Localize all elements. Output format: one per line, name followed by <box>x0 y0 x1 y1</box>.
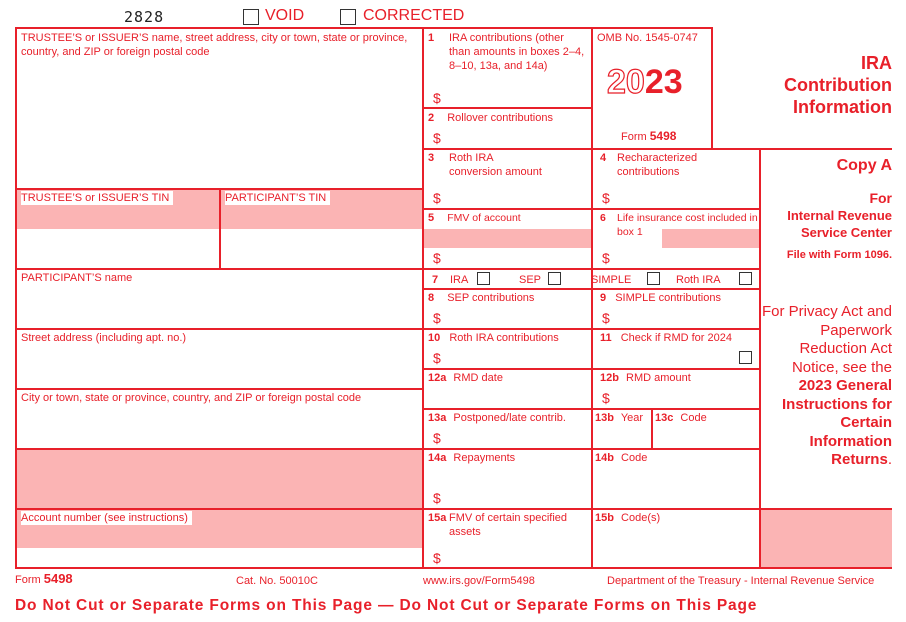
box10-text: Roth IRA contributions <box>449 332 559 344</box>
box13b-label <box>595 411 643 425</box>
street-label: Street address (including apt. no.) <box>21 332 187 344</box>
box6-label <box>600 211 758 239</box>
line <box>591 27 712 29</box>
box15a-text: FMV of certain specified assets <box>449 512 567 538</box>
box12b-dollar: $ <box>602 390 610 406</box>
line <box>15 508 423 510</box>
box15b-number: 15b <box>595 512 614 524</box>
line <box>422 408 760 410</box>
box7-simple-label: SIMPLE <box>591 274 632 286</box>
box7-number: 7 <box>432 274 439 286</box>
line <box>422 368 760 370</box>
box13b-number: 13b <box>595 412 614 424</box>
line <box>422 508 892 510</box>
box2-number: 2 <box>428 112 435 124</box>
box7-simple-checkbox[interactable] <box>647 272 660 285</box>
box12b-label <box>600 371 691 385</box>
box3-label <box>428 151 588 179</box>
box13c-label <box>655 411 707 425</box>
privacy-notice <box>760 303 892 470</box>
line <box>15 27 592 29</box>
tax-year <box>607 62 683 102</box>
box6-text: Life insurance cost included in box 1 <box>617 212 758 238</box>
box13a-text: Postponed/late contrib. <box>453 412 566 424</box>
box11-number: 11 <box>600 332 612 344</box>
box9-text: SIMPLE contributions <box>615 292 721 304</box>
box9-dollar: $ <box>602 310 610 326</box>
box5-dollar: $ <box>433 250 441 266</box>
footer-cat-no: Cat. No. 50010C <box>236 575 318 587</box>
line <box>422 328 760 330</box>
box12b-number: 12b <box>600 372 619 384</box>
box7-sep-checkbox[interactable] <box>548 272 561 285</box>
line <box>422 268 760 270</box>
box15a-number: 15a <box>428 512 447 524</box>
line <box>422 148 892 150</box>
box9-number: 9 <box>600 292 607 304</box>
omb-form-prefix: Form <box>621 131 647 143</box>
box13a-label <box>428 411 566 425</box>
form-code: 2828 <box>124 8 165 26</box>
box1-number: 1 <box>428 32 435 44</box>
box13c-number: 13c <box>655 412 674 424</box>
box12a-text: RMD date <box>453 372 503 384</box>
trustee-name-label: TRUSTEE’S or ISSUER’S name, street address, city or town, state or province, country, and ZIP or foreign postal code <box>21 32 408 58</box>
line <box>422 107 592 109</box>
shade-left-blank <box>15 448 422 508</box>
line <box>15 328 423 330</box>
box2-dollar: $ <box>433 130 441 146</box>
box14a-dollar: $ <box>433 490 441 506</box>
box7-sep-label: SEP <box>519 274 542 286</box>
shade-right-bottom <box>760 508 892 568</box>
privacy-period: . <box>887 451 892 468</box>
box1-text: IRA contributions (other than amounts in boxes 2–4, 8–10, 13a, and 14a) <box>449 32 585 72</box>
box2-text: Rollover contributions <box>447 112 553 124</box>
box5-text: FMV of account <box>447 212 521 224</box>
footer-form-number: 5498 <box>43 571 73 586</box>
year-suffix: 23 <box>644 63 683 101</box>
box4-number: 4 <box>600 152 607 164</box>
box10-number: 10 <box>428 332 441 344</box>
void-label: VOID <box>265 7 305 24</box>
box12a-number: 12a <box>428 372 447 384</box>
box4-label <box>600 151 750 179</box>
line <box>651 408 653 448</box>
participant-name-label: PARTICIPANT’S name <box>21 272 133 284</box>
footer-warning: Do Not Cut or Separate Forms on This Page — Do Not Cut or Separate Forms on This Page <box>15 597 758 614</box>
omb-form-label <box>621 129 676 144</box>
box5-number: 5 <box>428 212 435 224</box>
privacy-text: For Privacy Act and Paperwork Reduction Act Notice, see the <box>761 303 892 376</box>
footer-dept: Department of the Treasury - Internal Revenue Service <box>607 575 875 587</box>
shade-box5 <box>423 229 591 248</box>
box8-label <box>428 291 534 305</box>
line <box>15 188 423 190</box>
box13a-dollar: $ <box>433 430 441 446</box>
omb-form-number: 5498 <box>649 129 677 143</box>
box1-dollar: $ <box>433 90 441 106</box>
footer-form-prefix: Form <box>15 574 41 586</box>
box4-dollar: $ <box>602 190 610 206</box>
box15b-text: Code(s) <box>621 512 661 524</box>
participant-tin-label: PARTICIPANT’S TIN <box>225 191 330 205</box>
box3-dollar: $ <box>433 190 441 206</box>
box11-text: Check if RMD for 2024 <box>620 332 732 344</box>
box14b-label <box>595 451 647 465</box>
box14a-text: Repayments <box>453 452 516 464</box>
year-prefix: 20 <box>607 63 645 101</box>
box8-number: 8 <box>428 292 435 304</box>
box14b-number: 14b <box>595 452 614 464</box>
line <box>15 388 423 390</box>
box11-checkbox[interactable] <box>739 351 752 364</box>
box13a-number: 13a <box>428 412 447 424</box>
footer-form <box>15 572 73 587</box>
box15a-dollar: $ <box>433 550 441 566</box>
box14a-label <box>428 451 515 465</box>
irs-center: Internal Revenue Service Center <box>787 208 892 240</box>
form-title: IRA Contribution Information <box>784 53 892 117</box>
box1-label <box>428 31 588 73</box>
void-checkbox[interactable] <box>243 9 259 25</box>
box5-label <box>428 211 521 225</box>
privacy-instructions: 2023 General Instructions for Certain Information Returns <box>781 377 892 468</box>
line <box>15 27 17 568</box>
box8-dollar: $ <box>433 310 441 326</box>
copy-label: Copy A <box>836 157 892 174</box>
for-label: For <box>869 190 892 206</box>
account-label: Account number (see instructions) <box>21 511 192 525</box>
corrected-label: CORRECTED <box>363 7 465 24</box>
box12b-text: RMD amount <box>626 372 691 384</box>
city-label: City or town, state or province, country, and ZIP or foreign postal code <box>21 392 362 404</box>
line <box>422 208 760 210</box>
box3-number: 3 <box>428 152 435 164</box>
box7-roth-label: Roth IRA <box>676 274 721 286</box>
trustee-tin-label: TRUSTEE’S or ISSUER’S TIN <box>21 191 173 205</box>
omb-number: OMB No. 1545-0747 <box>597 32 698 44</box>
box15a-label <box>428 511 588 539</box>
box9-label <box>600 291 721 305</box>
box6-dollar: $ <box>602 250 610 266</box>
box3-text: Roth IRA conversion amount <box>449 152 542 178</box>
line <box>15 268 423 270</box>
box13c-text: Code <box>680 412 707 424</box>
line <box>219 188 221 268</box>
box12a-label <box>428 371 503 385</box>
box14a-number: 14a <box>428 452 447 464</box>
box11-label <box>600 331 732 345</box>
line <box>711 27 713 148</box>
box2-label <box>428 111 553 125</box>
box10-dollar: $ <box>433 350 441 366</box>
box14b-text: Code <box>621 452 648 464</box>
box13b-text: Year <box>620 412 644 424</box>
box4-text: Recharacterized contributions <box>617 152 698 178</box>
box6-number: 6 <box>600 212 606 224</box>
box15b-label <box>595 511 660 525</box>
box10-label <box>428 331 559 345</box>
box7-roth-checkbox[interactable] <box>739 272 752 285</box>
line <box>422 288 760 290</box>
file-with: File with Form 1096. <box>786 249 892 261</box>
line <box>422 448 760 450</box>
footer-url[interactable]: www.irs.gov/Form5498 <box>423 575 535 587</box>
box7-ira-label: IRA <box>450 274 469 286</box>
box8-text: SEP contributions <box>447 292 535 304</box>
line <box>15 448 423 450</box>
corrected-checkbox[interactable] <box>340 9 356 25</box>
box7-ira-checkbox[interactable] <box>477 272 490 285</box>
